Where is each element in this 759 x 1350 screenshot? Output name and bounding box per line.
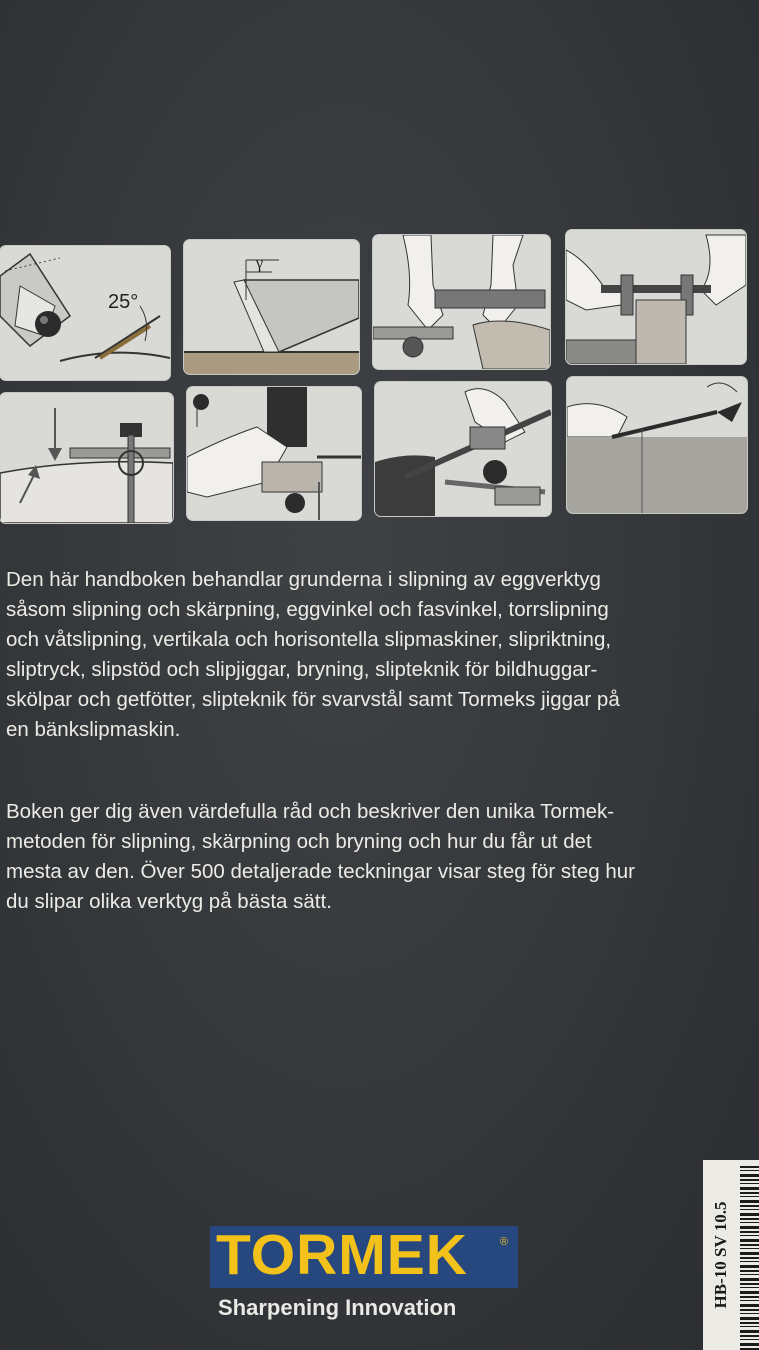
description-line: och våtslipning, vertikala och horisontella slipmaskiner, slipriktning,	[6, 628, 612, 651]
description-line: Den här handboken behandlar grunderna i slipning av eggverktyg	[6, 568, 601, 591]
barcode	[740, 1166, 759, 1350]
description-line: en bänkslipmaskin.	[6, 718, 181, 741]
description-line: skölpar och getfötter, slipteknik för svarvstål samt Tormeks jiggar på	[6, 688, 620, 711]
illustration-hand-grinding-tool	[187, 387, 361, 520]
illustration-hands-jig-setup	[566, 230, 746, 364]
product-code: HB-10 SV 10.5	[711, 1201, 730, 1309]
illustration-gouge-jig	[375, 382, 551, 516]
description-line: mesta av den. Över 500 detaljerade teckningar visar steg för steg hur	[6, 860, 636, 883]
illustration-turning-tool	[567, 377, 747, 513]
registered-mark: ®	[500, 1236, 509, 1248]
brand-logo: TORMEK	[216, 1223, 468, 1287]
description-paragraph-1	[6, 565, 756, 745]
illustration-support-arrows	[0, 393, 173, 523]
description-line: såsom slipning och skärpning, eggvinkel och fasvinkel, torrslipning	[6, 598, 609, 621]
angle-label-25: 25°	[108, 291, 139, 313]
description-line: du slipar olika verktyg på bästa sätt.	[6, 890, 332, 913]
description-line: Boken ger dig även värdefulla råd och beskriver den unika Tormek-	[6, 800, 615, 823]
description-line: metoden för slipning, skärpning och bryning och hur du får ut det	[6, 830, 592, 853]
illustration-gamma-angle	[184, 240, 359, 374]
description-line: sliptryck, slipstöd och slipjiggar, bryning, slipteknik för bildhuggar-	[6, 658, 598, 681]
description-paragraph-2	[6, 797, 756, 917]
illustration-hands-sharpening-chisel	[373, 235, 550, 369]
illustration-angle-gauge	[0, 246, 170, 380]
angle-label-gamma: γ	[256, 255, 264, 272]
brand-tagline: Sharpening Innovation	[218, 1295, 457, 1320]
